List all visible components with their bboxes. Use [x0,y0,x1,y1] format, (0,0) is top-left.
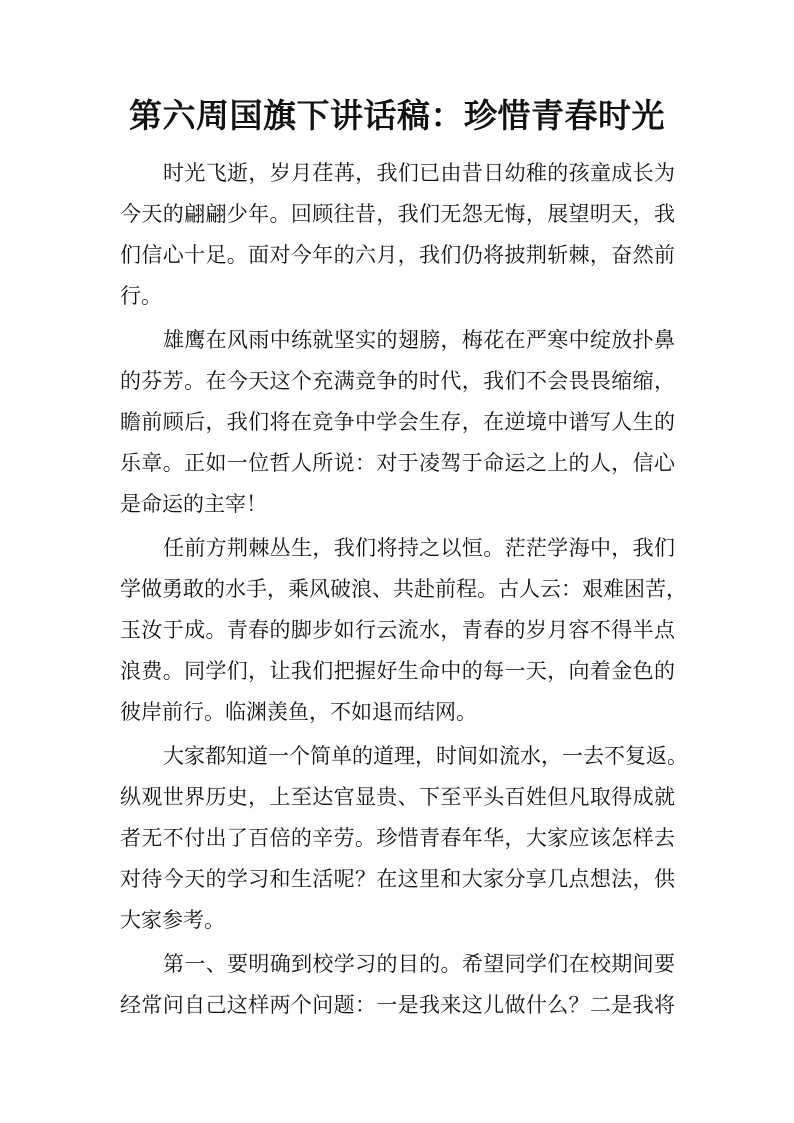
text-line: 对待今天的学习和生活呢？在这里和大家分享几点想法，供 [120,867,675,891]
text-line: 学做勇敢的水手，乘风破浪、共赴前程。古人云：艰难困苦， [120,577,687,601]
text-line: 们信心十足。面对今年的六月，我们仍将披荆斩棘，奋然前 [120,243,675,267]
text-line: 是命运的主宰！ [120,492,267,516]
text-line: 大家都知道一个简单的道理，时间如流水，一去不复返。 [163,744,688,768]
text-line: 大家参考。 [120,908,225,932]
text-line: 者无不付出了百倍的辛劳。珍惜青春年华，大家应该怎样去 [120,826,675,850]
text-line: 乐章。正如一位哲人所说：对于凌驾于命运之上的人，信心 [120,451,675,475]
text-line: 纵观世界历史，上至达官显贵、下至平头百姓但凡取得成就 [120,785,675,809]
text-line: 经常问自己这样两个问题：一是我来这儿做什么？二是我将 [120,993,675,1017]
text-line: 雄鹰在风雨中练就坚实的翅膀，梅花在严寒中绽放扑鼻 [163,328,675,352]
text-line: 彼岸前行。临渊羡鱼，不如退而结网。 [120,700,477,724]
text-line: 瞻前顾后，我们将在竞争中学会生存，在逆境中谱写人生的 [120,410,675,434]
text-line: 时光飞逝，岁月荏苒，我们已由昔日幼稚的孩童成长为 [163,161,675,185]
text-line: 行。 [120,284,162,308]
text-line: 玉汝于成。青春的脚步如行云流水，青春的岁月容不得半点 [120,618,675,642]
text-line: 任前方荆棘丛生，我们将持之以恒。茫茫学海中，我们 [163,536,675,560]
text-line: 的芬芳。在今天这个充满竞争的时代，我们不会畏畏缩缩， [120,369,675,393]
text-line: 第一、要明确到校学习的目的。希望同学们在校期间要 [163,952,675,976]
text-line: 今天的翩翩少年。回顾往昔，我们无怨无悔，展望明天，我 [120,202,675,226]
text-line: 浪费。同学们，让我们把握好生命中的每一天，向着金色的 [120,659,675,683]
document-title: 第六周国旗下讲话稿：珍惜青春时光 [129,96,665,135]
